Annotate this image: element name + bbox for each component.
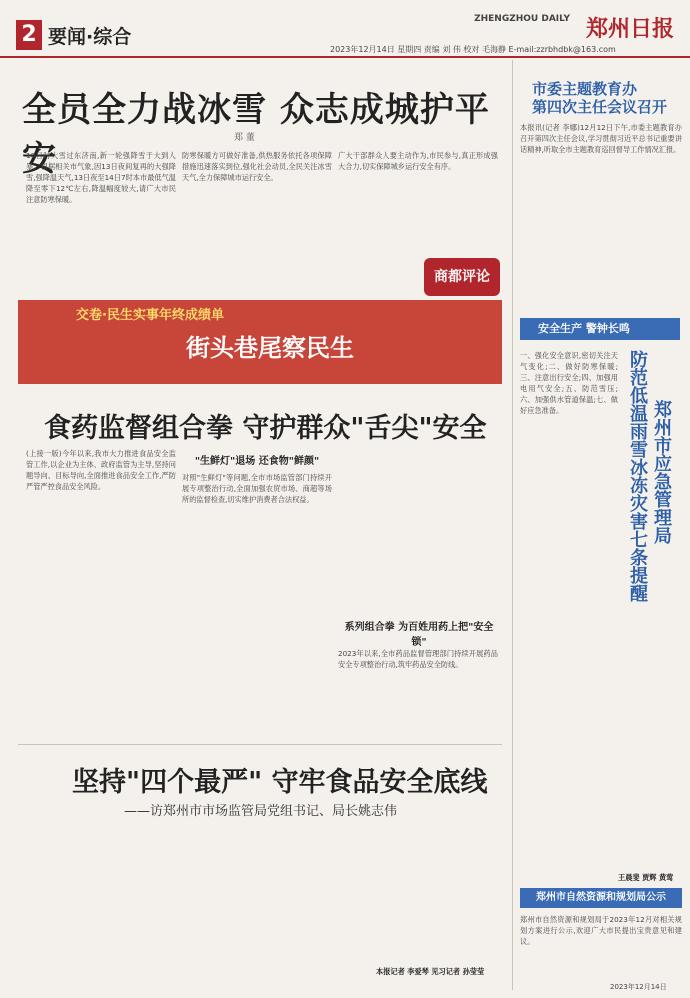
notice-date: 2023年12月14日 bbox=[610, 983, 667, 991]
lead-column-1: 10日时大雪过东济南,新一轮强降雪于大到人暴。根据相关市气象,因13日夜间复再的大强降雪,强降温天气,13日夜至14日7时本市最低气温降至零下12℃左右,降温幅度较大,请广大市民注意防寒保暖。 bbox=[26, 151, 176, 204]
dateline: 2023年12月14日 星期四 责编 刘 伟 校对 毛海静 E-mail:zzrbhdbk@163.com bbox=[330, 45, 616, 54]
safety-banner: 安全生产 警钟长鸣 bbox=[520, 318, 680, 340]
right-headline-2: 第四次主任会议召开 bbox=[532, 98, 668, 116]
food-headline: 食药监督组合拳 守护群众"舌尖"安全 bbox=[44, 413, 487, 444]
notice-heading: 郑州市自然资源和规划局公示 bbox=[520, 888, 682, 908]
lead-headline: 全员全力战冰雪 众志成城护平安 bbox=[22, 90, 490, 179]
food-subheading-1: "生鲜灯"退场 还食物"鲜颜" bbox=[194, 456, 320, 467]
lead-column-2: 防寒保暖方可做好准备,供热服务依托各项保障措施迅速落实到位,强化社会动员,全民关注冰雪天气,全力保障城市运行安全。 bbox=[182, 151, 332, 182]
banner-subtitle: 交卷·民生实事年终成绩单 bbox=[76, 308, 224, 323]
feature-subtitle: ——访郑州市市场监管局党组书记、局长姚志伟 bbox=[124, 804, 398, 819]
page-number: 2 bbox=[16, 20, 42, 50]
masthead-english: ZHENGZHOU DAILY bbox=[474, 14, 570, 24]
right-article-text: 本报讯(记者 李娜)12月12日下午,市委主题教育办召开第四次主任会议,学习贯彻习近平总书记重要讲话精神,听取全市主题教育巡回督导工作情况汇报。 bbox=[520, 123, 682, 154]
banner-title: 街头巷尾察民生 bbox=[186, 333, 354, 362]
feature-headline: 坚持"四个最严" 守牢食品安全底线 bbox=[72, 767, 488, 798]
food-column-2: 对照"生鲜灯"等问题,全市市场监管部门持续开展专项整治行动,全面加强农贸市场、商超等场所的监督检查,切实维护消费者合法权益。 bbox=[182, 473, 332, 504]
safety-title-vertical-2: 防范低温雨雪冰冻灾害七条提醒 bbox=[627, 350, 648, 602]
column-divider bbox=[512, 60, 513, 990]
divider bbox=[18, 744, 502, 745]
commentary-badge: 商都评论 bbox=[424, 258, 500, 296]
food-subheading-2: 系列组合拳 为百姓用药上把"安全锁" bbox=[344, 622, 494, 648]
safety-byline: 王晨斐 贾辉 黄莺 bbox=[618, 873, 674, 882]
section-title: 要闻·综合 bbox=[48, 26, 132, 48]
masthead-logo: 郑州日报 bbox=[585, 16, 674, 42]
feature-byline: 本报记者 李爱琴 见习记者 孙莹莹 bbox=[376, 967, 485, 976]
lead-byline: 郑 董 bbox=[234, 133, 255, 143]
notice-text: 郑州市自然资源和规划局于2023年12月对相关规划方案进行公示,欢迎广大市民提出宝贵意见和建议。 bbox=[520, 915, 682, 946]
food-column-1: (上接一版)今年以来,我市大力推进食品安全监管工作,以企业为主体、政府监管为主导,坚持问题导向、目标导向,全面推进食品安全工作,严防严管严控食品安全风险。 bbox=[26, 449, 176, 491]
right-headline-1: 市委主题教育办 bbox=[532, 80, 638, 98]
safety-text: 一、强化安全意识,密切关注天气变化;二、做好防寒保暖;三、注意出行安全;四、加强用电用气安全;五、防范雪压;六、加强供水管道保温;七、做好应急准备。 bbox=[520, 351, 618, 415]
lead-column-3: 广大干部群众人要主动作为,市民参与,真正形成强大合力,切实保障城乡运行安全有序。 bbox=[338, 151, 498, 171]
food-column-3: 2023年以来,全市药品监督管理部门持续开展药品安全专项整治行动,筑牢药品安全防线。 bbox=[338, 649, 498, 669]
safety-title-vertical-1: 郑州市应急管理局 bbox=[651, 400, 672, 544]
